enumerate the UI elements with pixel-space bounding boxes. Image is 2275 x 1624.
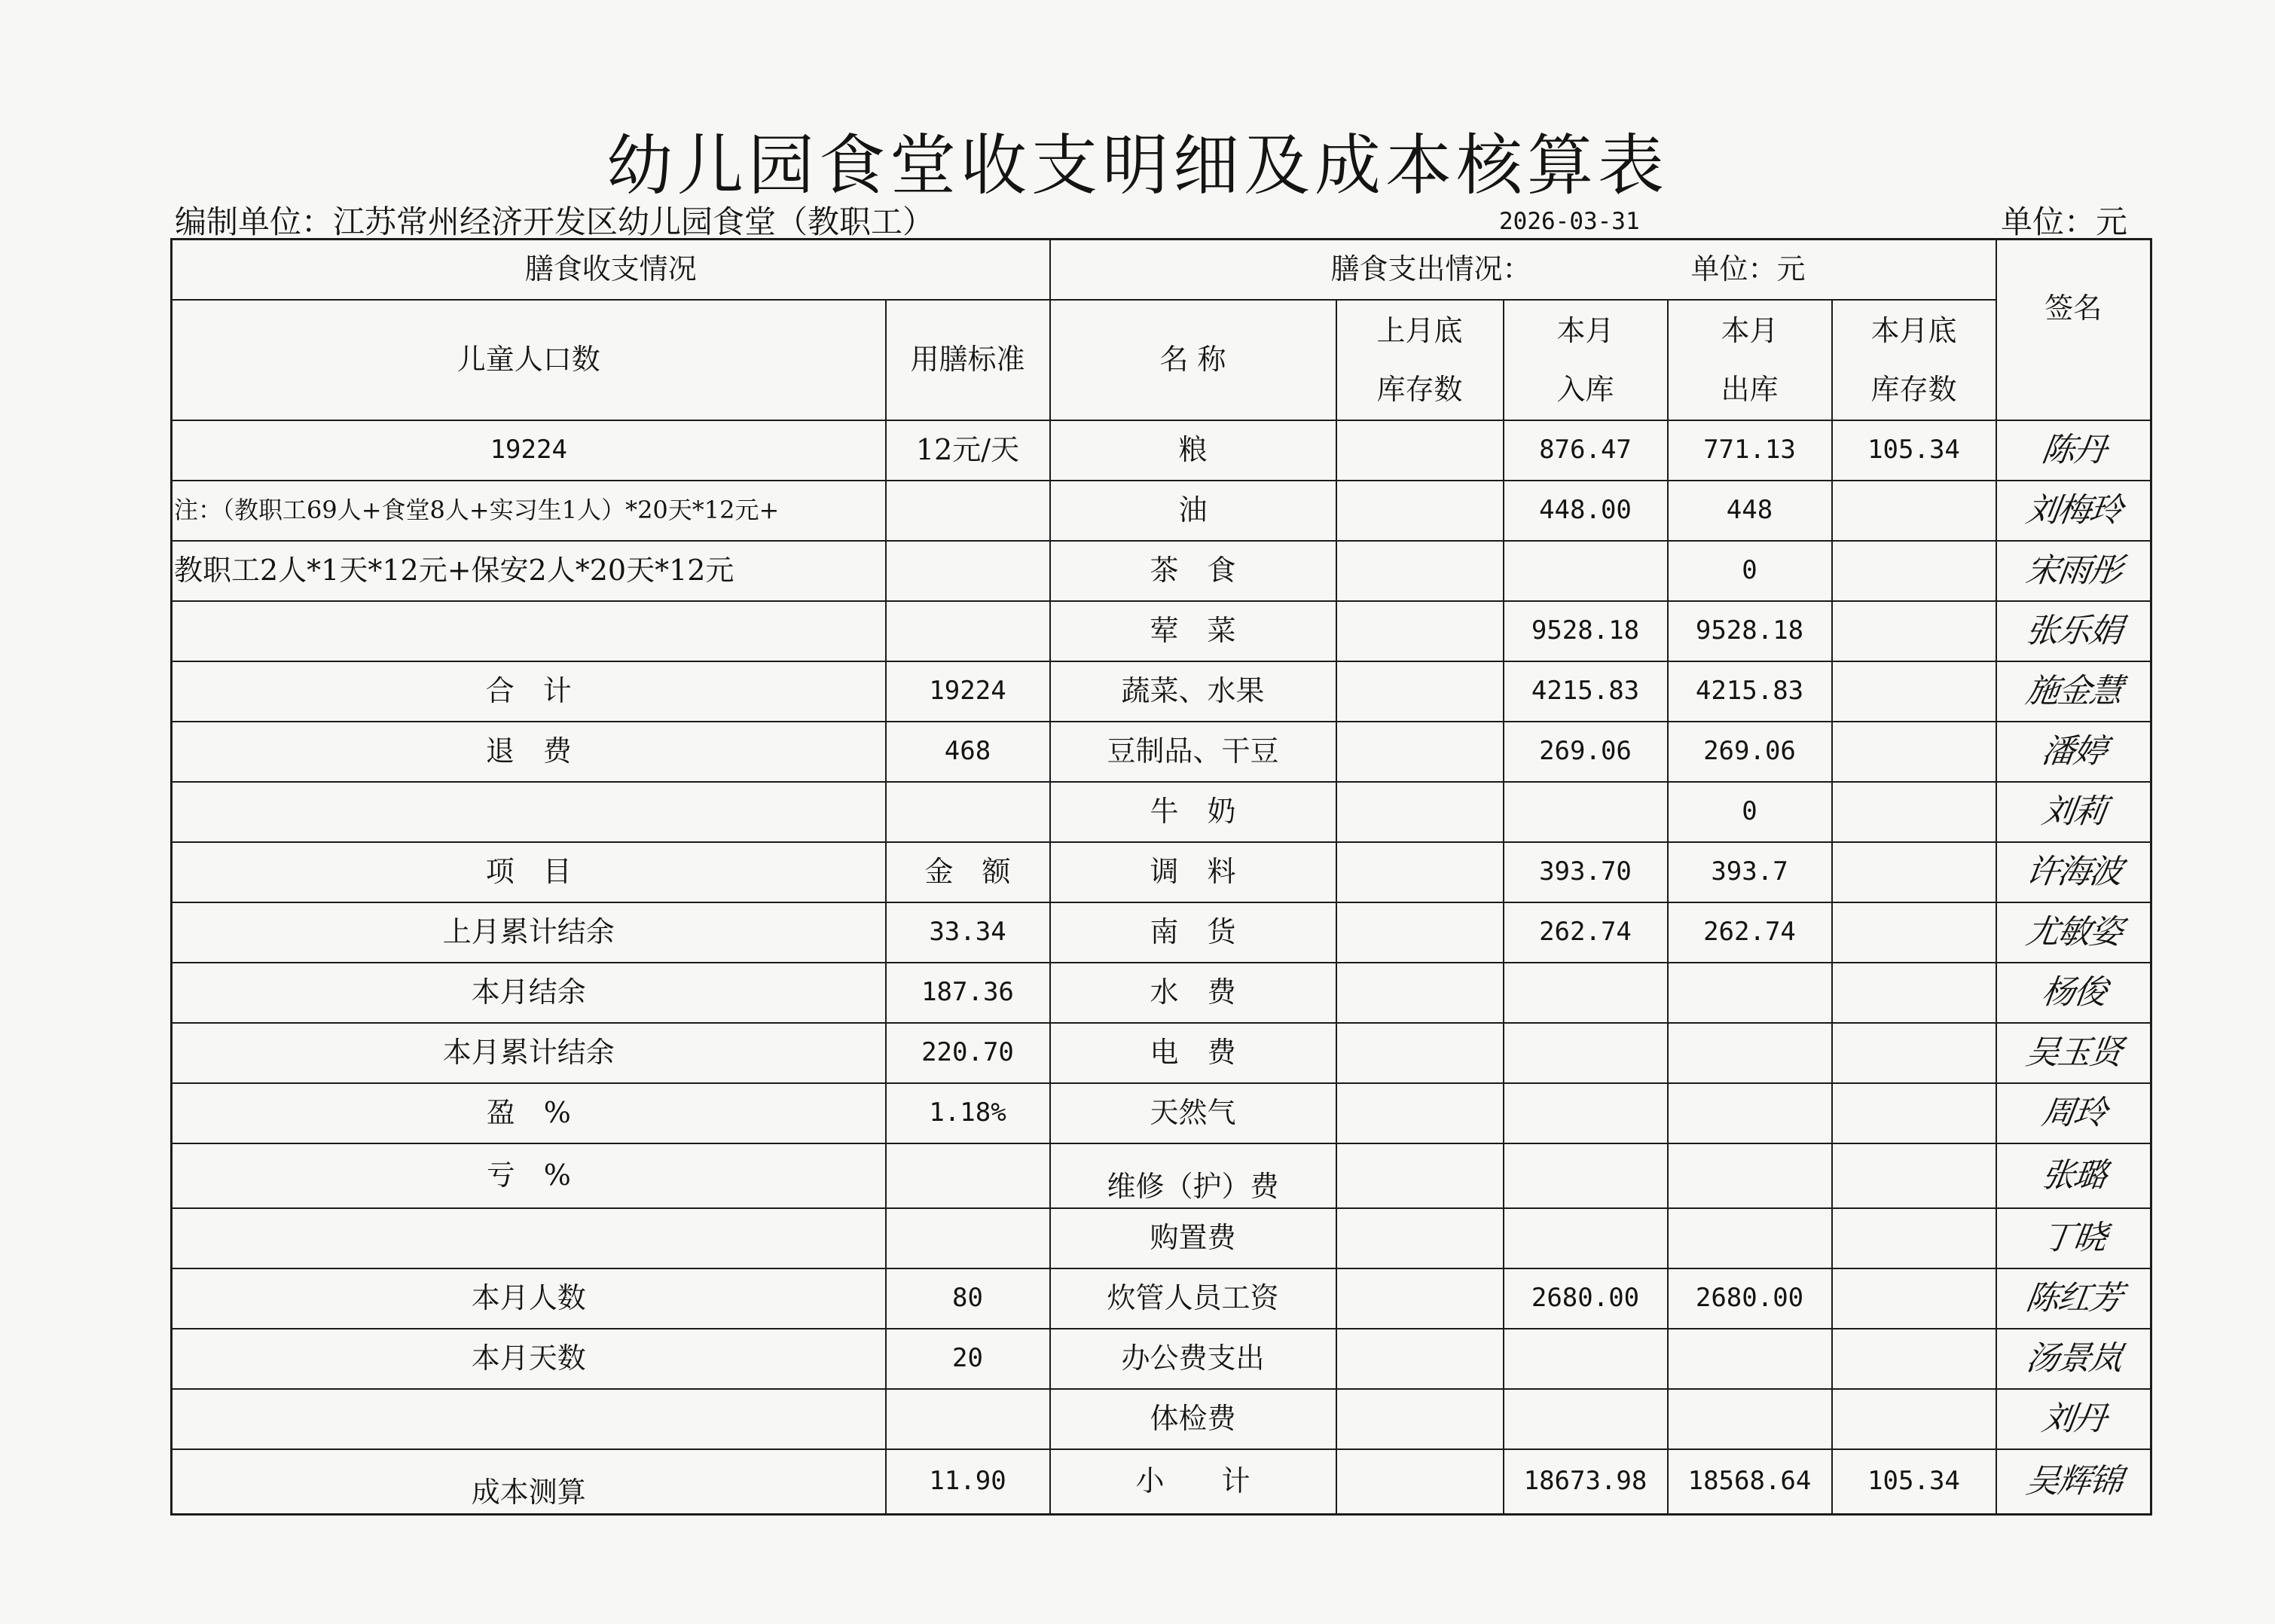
out-cell: 9528.18 [1668, 601, 1832, 661]
signature: 宋雨彤 [1992, 541, 2155, 601]
col-end-stock [1832, 300, 1996, 420]
signature: 杨俊 [1992, 963, 2155, 1023]
end-stock-cell [1832, 661, 1996, 722]
col-in-line2: 入库 [1556, 373, 1614, 406]
col-in [1504, 300, 1668, 420]
col-name: 名 称 [1050, 300, 1336, 420]
item-name: 粮 [1050, 420, 1336, 481]
row-amount: 80 [886, 1268, 1050, 1329]
table-row [172, 1208, 2151, 1268]
prev-stock-cell [1336, 1329, 1504, 1389]
prev-stock-cell [1336, 1083, 1504, 1143]
expense-section-header [1050, 240, 1996, 301]
row-label [172, 601, 886, 661]
end-stock-cell [1832, 1023, 1996, 1083]
row-amount: 1.18% [886, 1083, 1050, 1143]
signature: 刘丹 [1992, 1389, 2155, 1449]
end-stock-cell [1832, 842, 1996, 902]
signature: 丁晓 [1992, 1208, 2155, 1268]
table-row [172, 1449, 2151, 1515]
out-cell: 262.74 [1668, 902, 1832, 963]
in-cell: 448.00 [1504, 481, 1668, 541]
prev-stock-cell [1336, 1268, 1504, 1329]
end-stock-cell: 105.34 [1832, 1449, 1996, 1515]
col-end-stock-line2: 库存数 [1870, 373, 1957, 406]
end-stock-cell [1832, 1083, 1996, 1143]
in-cell [1504, 1208, 1668, 1268]
out-cell [1668, 1083, 1832, 1143]
table-row [172, 661, 2151, 722]
table-row [172, 481, 2151, 541]
row-amount: 220.70 [886, 1023, 1050, 1083]
in-cell [1504, 963, 1668, 1023]
row-amount: 468 [886, 722, 1050, 782]
currency-unit: 单位：元 [2001, 203, 2128, 240]
row-amount [886, 1143, 1050, 1208]
table-row [172, 420, 2151, 481]
signature: 潘婷 [1992, 722, 2155, 782]
signature: 刘梅玲 [1992, 481, 2155, 541]
prev-stock-cell [1336, 601, 1504, 661]
row-amount [886, 1389, 1050, 1449]
out-cell: 269.06 [1668, 722, 1832, 782]
prev-stock-cell [1336, 722, 1504, 782]
col-end-stock-line1: 本月底 [1870, 314, 1957, 347]
out-cell [1668, 1389, 1832, 1449]
col-in-line1: 本月 [1556, 314, 1614, 347]
expense-section-title: 膳食支出情况： [1330, 252, 1531, 286]
in-cell: 269.06 [1504, 722, 1668, 782]
col-prev-stock-line1: 上月底 [1376, 314, 1463, 347]
in-cell [1504, 1329, 1668, 1389]
end-stock-cell [1832, 963, 1996, 1023]
row-label: 退 费 [172, 722, 886, 782]
prev-stock-cell [1336, 842, 1504, 902]
in-cell: 262.74 [1504, 902, 1668, 963]
end-stock-cell: 105.34 [1832, 420, 1996, 481]
end-stock-cell [1832, 541, 1996, 601]
row-label: 本月天数 [172, 1329, 886, 1389]
end-stock-cell [1832, 601, 1996, 661]
item-name: 豆制品、干豆 [1050, 722, 1336, 782]
row-label [172, 1208, 886, 1268]
table-row [172, 722, 2151, 782]
row-label: 上月累计结余 [172, 902, 886, 963]
in-cell: 2680.00 [1504, 1268, 1668, 1329]
in-cell: 393.70 [1504, 842, 1668, 902]
accounting-table [170, 238, 2152, 1516]
col-out-line1: 本月 [1721, 314, 1779, 347]
in-cell: 876.47 [1504, 420, 1668, 481]
section-header-row [172, 240, 2151, 301]
row-label: 本月累计结余 [172, 1023, 886, 1083]
in-cell [1504, 1389, 1668, 1449]
table-row [172, 1143, 2151, 1208]
row-amount [886, 782, 1050, 842]
out-cell [1668, 1023, 1832, 1083]
out-cell: 448 [1668, 481, 1832, 541]
end-stock-cell [1832, 1329, 1996, 1389]
in-cell [1504, 1023, 1668, 1083]
table-row [172, 1268, 2151, 1329]
row-amount: 19224 [886, 661, 1050, 722]
signature: 吴辉锦 [1991, 1449, 2155, 1515]
row-label: 本月人数 [172, 1268, 886, 1329]
col-out [1668, 300, 1832, 420]
table-row [172, 1083, 2151, 1143]
out-cell: 2680.00 [1668, 1268, 1832, 1329]
out-cell: 771.13 [1668, 420, 1832, 481]
report-date: 2026-03-31 [1499, 208, 1640, 235]
in-cell [1504, 541, 1668, 601]
end-stock-cell [1832, 902, 1996, 963]
row-label: 本月结余 [172, 963, 886, 1023]
item-name: 购置费 [1050, 1208, 1336, 1268]
end-stock-cell [1832, 481, 1996, 541]
signature: 汤景岚 [1992, 1329, 2155, 1389]
prev-stock-cell [1336, 1208, 1504, 1268]
item-name: 油 [1050, 481, 1336, 541]
signature: 尤敏姿 [1992, 902, 2155, 963]
signature: 施金慧 [1992, 661, 2155, 722]
signature: 刘莉 [1992, 782, 2155, 842]
row-label: 注：（教职工69人+食堂8人+实习生1人）*20天*12元+ [172, 481, 886, 541]
col-prev-stock-line2: 库存数 [1376, 373, 1463, 406]
end-stock-cell [1832, 1143, 1996, 1208]
row-amount: 12元/天 [886, 420, 1050, 481]
row-label [172, 1389, 886, 1449]
signature: 陈红芳 [1992, 1268, 2155, 1329]
prev-stock-cell [1336, 481, 1504, 541]
item-name: 电 费 [1050, 1023, 1336, 1083]
col-population: 儿童人口数 [172, 300, 886, 420]
prev-stock-cell [1336, 1143, 1504, 1208]
row-amount: 20 [886, 1329, 1050, 1389]
row-amount [886, 481, 1050, 541]
column-header-row [172, 300, 2151, 420]
table-row [172, 842, 2151, 902]
item-name: 水 费 [1050, 963, 1336, 1023]
item-name: 小 计 [1050, 1449, 1336, 1515]
signature: 周玲 [1992, 1083, 2155, 1143]
row-label: 成本测算 [172, 1449, 886, 1515]
row-label: 19224 [172, 420, 886, 481]
item-name: 调 料 [1050, 842, 1336, 902]
end-stock-cell [1832, 782, 1996, 842]
end-stock-cell [1832, 1208, 1996, 1268]
item-name: 南 货 [1050, 902, 1336, 963]
out-cell: 4215.83 [1668, 661, 1832, 722]
signature: 张乐娟 [1992, 601, 2155, 661]
signature: 张璐 [1991, 1143, 2155, 1208]
row-label: 合 计 [172, 661, 886, 722]
in-cell [1504, 1083, 1668, 1143]
page-title: 幼儿园食堂收支明细及成本核算表 [606, 127, 1669, 204]
out-cell: 0 [1668, 541, 1832, 601]
col-out-line2: 出库 [1721, 373, 1779, 406]
prev-stock-cell [1336, 782, 1504, 842]
table-row [172, 782, 2151, 842]
table-row [172, 1329, 2151, 1389]
signature: 陈丹 [1992, 420, 2155, 481]
expense-section-unit: 单位：元 [1690, 252, 1806, 286]
row-label [172, 782, 886, 842]
col-standard: 用膳标准 [886, 300, 1050, 420]
table-row [172, 541, 2151, 601]
in-cell [1504, 782, 1668, 842]
table-row [172, 1023, 2151, 1083]
row-amount [886, 601, 1050, 661]
income-section-header: 膳食收支情况 [172, 240, 1050, 301]
prev-stock-cell [1336, 1023, 1504, 1083]
item-name: 天然气 [1050, 1083, 1336, 1143]
prev-stock-cell [1336, 963, 1504, 1023]
prev-stock-cell [1336, 420, 1504, 481]
prev-stock-cell [1336, 661, 1504, 722]
row-label: 盈 % [172, 1083, 886, 1143]
item-name: 办公费支出 [1050, 1329, 1336, 1389]
item-name: 牛 奶 [1050, 782, 1336, 842]
item-name: 维修（护）费 [1050, 1143, 1336, 1208]
row-label: 教职工2人*1天*12元+保安2人*20天*12元 [172, 541, 886, 601]
out-cell: 393.7 [1668, 842, 1832, 902]
item-name: 炊管人员工资 [1050, 1268, 1336, 1329]
table-row [172, 601, 2151, 661]
signature: 许海波 [1992, 842, 2155, 902]
compiling-unit: 编制单位：江苏常州经济开发区幼儿园食堂（教职工） [175, 203, 935, 240]
col-prev-stock [1336, 300, 1504, 420]
in-cell: 4215.83 [1504, 661, 1668, 722]
end-stock-cell [1832, 1389, 1996, 1449]
prev-stock-cell [1336, 1389, 1504, 1449]
row-label: 亏 % [172, 1143, 886, 1208]
end-stock-cell [1832, 1268, 1996, 1329]
in-cell: 9528.18 [1504, 601, 1668, 661]
item-name: 荤 菜 [1050, 601, 1336, 661]
prev-stock-cell [1336, 541, 1504, 601]
out-cell: 18568.64 [1668, 1449, 1832, 1515]
item-name: 茶 食 [1050, 541, 1336, 601]
out-cell [1668, 963, 1832, 1023]
item-name: 蔬菜、水果 [1050, 661, 1336, 722]
prev-stock-cell [1336, 902, 1504, 963]
row-amount [886, 541, 1050, 601]
out-cell [1668, 1143, 1832, 1208]
out-cell [1668, 1208, 1832, 1268]
in-cell [1504, 1143, 1668, 1208]
row-label: 项 目 [172, 842, 886, 902]
row-amount [886, 1208, 1050, 1268]
out-cell: 0 [1668, 782, 1832, 842]
row-amount: 11.90 [886, 1449, 1050, 1515]
out-cell [1668, 1329, 1832, 1389]
in-cell: 18673.98 [1504, 1449, 1668, 1515]
signature: 吴玉贤 [1992, 1023, 2155, 1083]
table-row [172, 963, 2151, 1023]
table-row [172, 902, 2151, 963]
row-amount: 金 额 [886, 842, 1050, 902]
prev-stock-cell [1336, 1449, 1504, 1515]
item-name: 体检费 [1050, 1389, 1336, 1449]
row-amount: 33.34 [886, 902, 1050, 963]
end-stock-cell [1832, 722, 1996, 782]
row-amount: 187.36 [886, 963, 1050, 1023]
table-row [172, 1389, 2151, 1449]
signature-column-header: 签名 [1996, 240, 2151, 421]
